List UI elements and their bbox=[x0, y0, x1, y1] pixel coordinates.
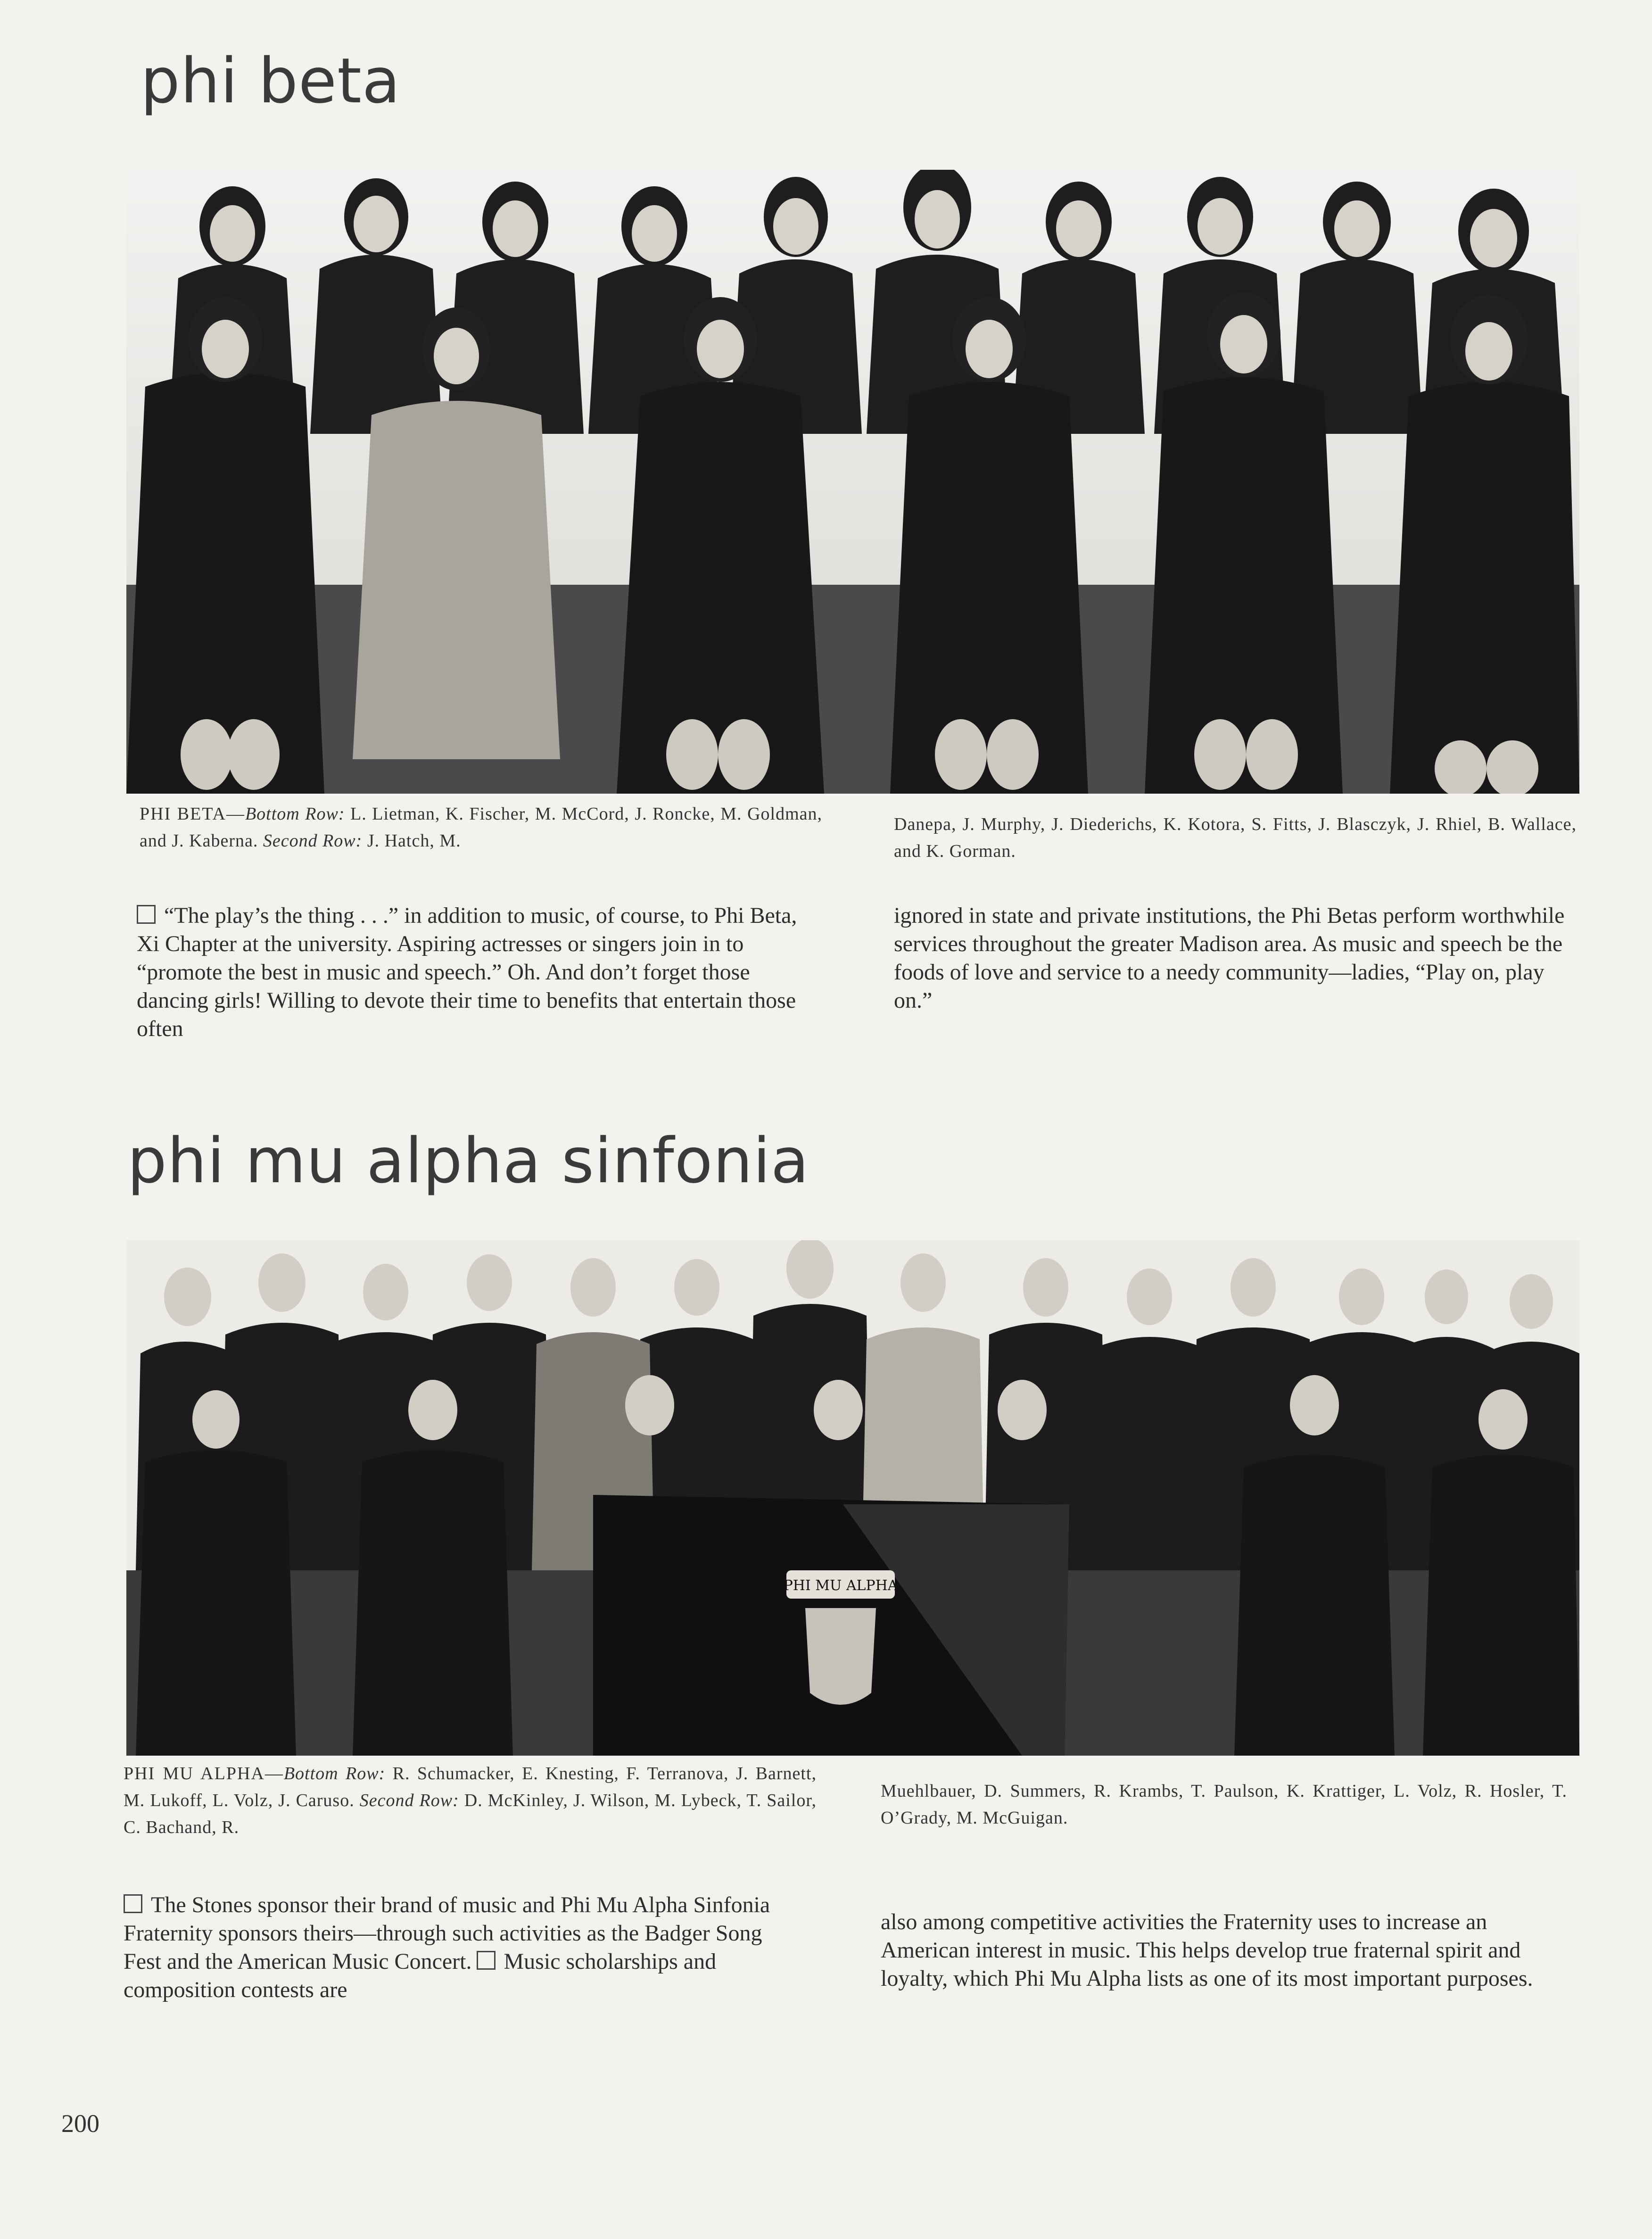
phi-mu-alpha-body-right: also among competitive activities the Fraternity uses to increase an American interest in music. This helps develop true fraternal spirit and loyalty, which Phi Mu Alpha lists as one of its most important purposes. bbox=[881, 1909, 1533, 1991]
phi-beta-body-left: “The play’s the thing . . .” in addition to music, of course, to Phi Beta, Xi Chapter at the university. Aspiring actresses or singers join in to “promote the best in music and speech.” Oh. And don’t forget those dancing girls! Willing to devote their time to benefits that entertain those often bbox=[137, 903, 797, 1041]
phi-beta-caption-left: PHI BETA—Bottom Row: L. Lietman, K. Fischer, M. McCord, J. Roncke, M. Goldman, and J. Kaberna. Second Row: J. Hatch, M. bbox=[140, 804, 823, 851]
banner-text: PHI MU ALPHA bbox=[783, 1577, 898, 1594]
checkbox-square-icon bbox=[124, 1894, 142, 1913]
phi-beta-body-right: ignored in state and private institutions, the Phi Betas perform worthwhile services throughout the greater Madison area. As music and speech be the foods of love and service to a needy community—ladies, “Play on, play on.” bbox=[894, 903, 1565, 1013]
section-title-phi-mu-alpha: phi mu alpha sinfonia bbox=[127, 1125, 809, 1197]
page-number: 200 bbox=[61, 2109, 99, 2138]
phi-mu-alpha-caption-left: PHI MU ALPHA—Bottom Row: R. Schumacker, E. Knesting, F. Terranova, J. Barnett, M. Lukoff, L. Volz, J. Caruso. Second Row: D. McKinley, J. Wilson, M. Lybeck, T. Sailor, C. Bachand, R. bbox=[124, 1764, 817, 1837]
phi-mu-alpha-group-photo bbox=[126, 1240, 1579, 1756]
checkbox-square-icon bbox=[477, 1951, 496, 1970]
section-title-phi-beta: phi beta bbox=[140, 45, 401, 117]
phi-beta-group-photo bbox=[126, 170, 1579, 794]
phi-mu-alpha-body-left: The Stones sponsor their brand of music and Phi Mu Alpha Sinfonia Fraternity sponsors theirs—through such activities as the Badger Song Fest and the American Music Concert. Music scholarships and composition contests are bbox=[124, 1892, 770, 2002]
phi-beta-caption-right: Danepa, J. Murphy, J. Diederichs, K. Kotora, S. Fitts, J. Blasczyk, J. Rhiel, B. Wallace, and K. Gorman. bbox=[894, 814, 1577, 861]
phi-mu-alpha-caption-right: Muehlbauer, D. Summers, R. Krambs, T. Paulson, K. Krattiger, L. Volz, R. Hosler, T. O’Grady, M. McGuigan. bbox=[881, 1781, 1567, 1828]
crest-shield-icon bbox=[805, 1608, 876, 1705]
checkbox-square-icon bbox=[137, 905, 156, 924]
